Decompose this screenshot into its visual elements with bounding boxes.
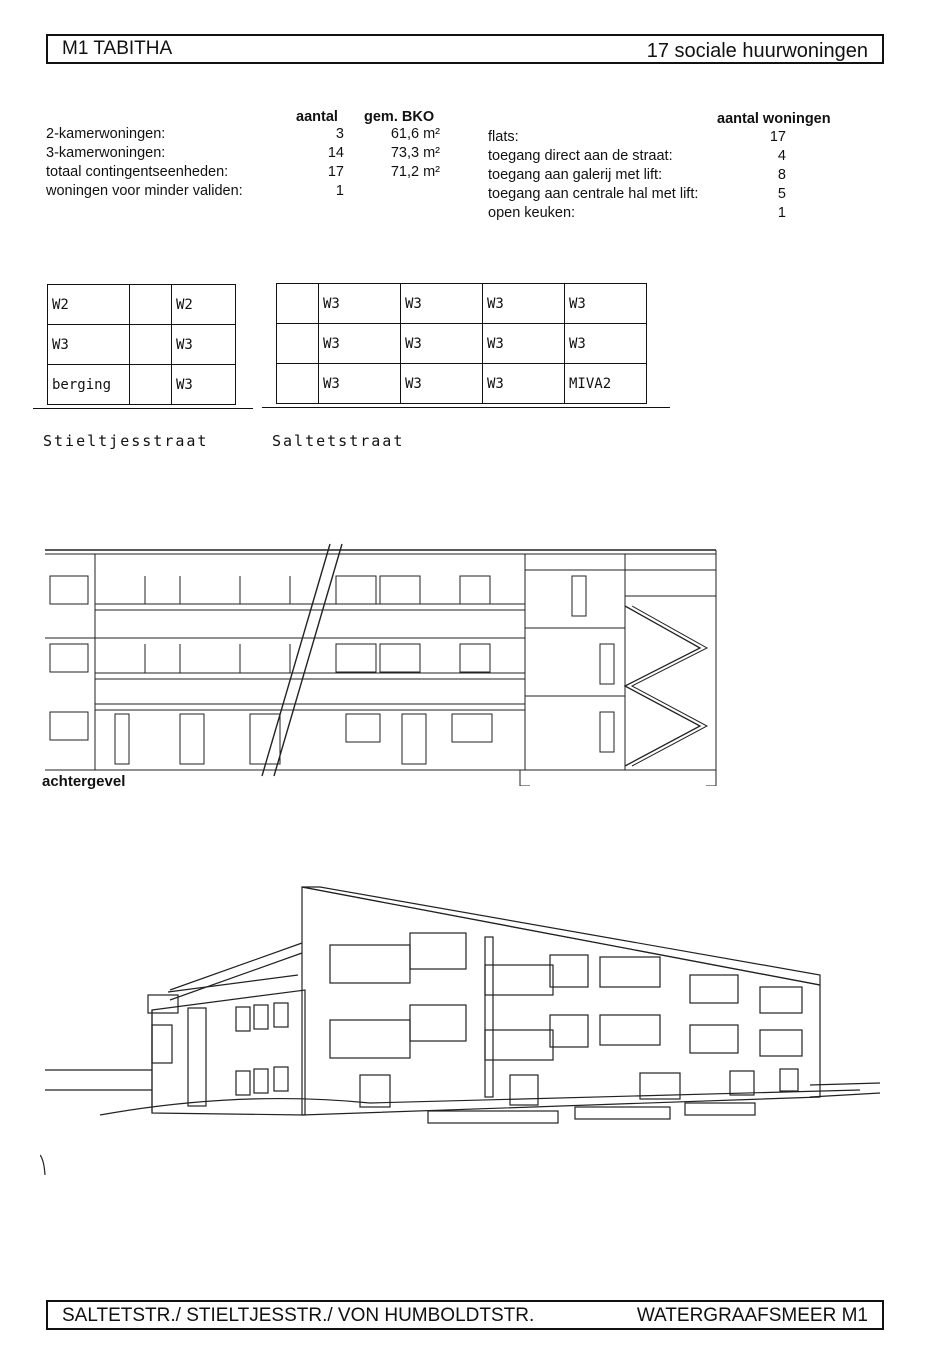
rear-elevation-drawing — [40, 536, 730, 786]
stat-value: 17 — [769, 129, 786, 145]
stat-value: 4 — [777, 148, 786, 164]
stats-left — [46, 108, 446, 208]
unit-cell — [130, 285, 172, 325]
stat-label: 3-kamerwoningen: — [46, 145, 166, 161]
stat-label: totaal contingentseenheden: — [46, 164, 229, 180]
unit-cell — [130, 325, 172, 365]
unit-cell: W3 — [401, 284, 483, 324]
perspective-drawing — [40, 875, 885, 1195]
unit-cell — [277, 284, 319, 324]
unit-cell: W3 — [319, 284, 401, 324]
street-label-stieltjesstraat: Stieltjesstraat — [43, 432, 209, 450]
stat-aantal: 17 — [327, 164, 344, 180]
stats-right — [488, 110, 858, 222]
unit-cell: W3 — [565, 324, 647, 364]
footer-district: WATERGRAAFSMEER M1 — [636, 1305, 868, 1326]
header-bar — [46, 34, 884, 64]
col-bko-header: gem. BKO — [364, 109, 435, 125]
unit-cell: W2 — [172, 285, 236, 325]
project-title: M1 TABITHA — [62, 38, 173, 59]
unit-cell: W3 — [565, 284, 647, 324]
unit-cell: W3 — [172, 325, 236, 365]
unit-cell: W3 — [483, 284, 565, 324]
unit-cell: W3 — [483, 324, 565, 364]
unit-cell: W3 — [483, 364, 565, 404]
unit-cell: W3 — [401, 364, 483, 404]
street-line — [33, 408, 253, 409]
stat-value: 1 — [777, 205, 786, 221]
stat-label: toegang aan centrale hal met lift: — [488, 186, 699, 202]
stat-label: toegang direct aan de straat: — [488, 148, 673, 164]
stat-label: open keuken: — [488, 205, 576, 221]
unit-cell: W2 — [48, 285, 130, 325]
project-subtitle: 17 sociale huurwoningen — [646, 40, 868, 62]
stat-label: 2-kamerwoningen: — [46, 126, 166, 142]
stat-label: woningen voor minder validen: — [46, 183, 243, 199]
unit-cell: W3 — [172, 365, 236, 405]
unit-grid-stieltjesstraat — [47, 284, 236, 405]
stat-bko: 73,3 m² — [390, 145, 440, 161]
stat-value: 8 — [777, 167, 786, 183]
unit-cell: W3 — [319, 324, 401, 364]
street-line — [262, 407, 670, 408]
unit-cell: W3 — [319, 364, 401, 404]
stat-aantal: 14 — [327, 145, 344, 161]
stat-label: flats: — [488, 129, 519, 145]
street-label-saltetstraat: Saltetstraat — [272, 432, 405, 450]
unit-cell: W3 — [401, 324, 483, 364]
unit-grid-saltetstraat — [276, 283, 647, 404]
stat-aantal: 1 — [335, 183, 344, 199]
elevation-caption: achtergevel — [42, 773, 126, 790]
unit-cell — [130, 365, 172, 405]
col-woningen-header: aantal woningen — [717, 111, 831, 127]
unit-cell: MIVA2 — [565, 364, 647, 404]
unit-cell: W3 — [48, 325, 130, 365]
footer-bar — [46, 1300, 884, 1330]
col-aantal-header: aantal — [296, 109, 338, 125]
unit-cell — [277, 364, 319, 404]
stat-value: 5 — [777, 186, 786, 202]
unit-cell: berging — [48, 365, 130, 405]
stat-label: toegang aan galerij met lift: — [488, 167, 663, 183]
footer-streets: SALTETSTR./ STIELTJESSTR./ VON HUMBOLDTSTR. — [62, 1305, 535, 1326]
stat-bko: 61,6 m² — [390, 126, 440, 142]
stat-aantal: 3 — [335, 126, 344, 142]
stat-bko: 71,2 m² — [390, 164, 440, 180]
unit-cell — [277, 324, 319, 364]
